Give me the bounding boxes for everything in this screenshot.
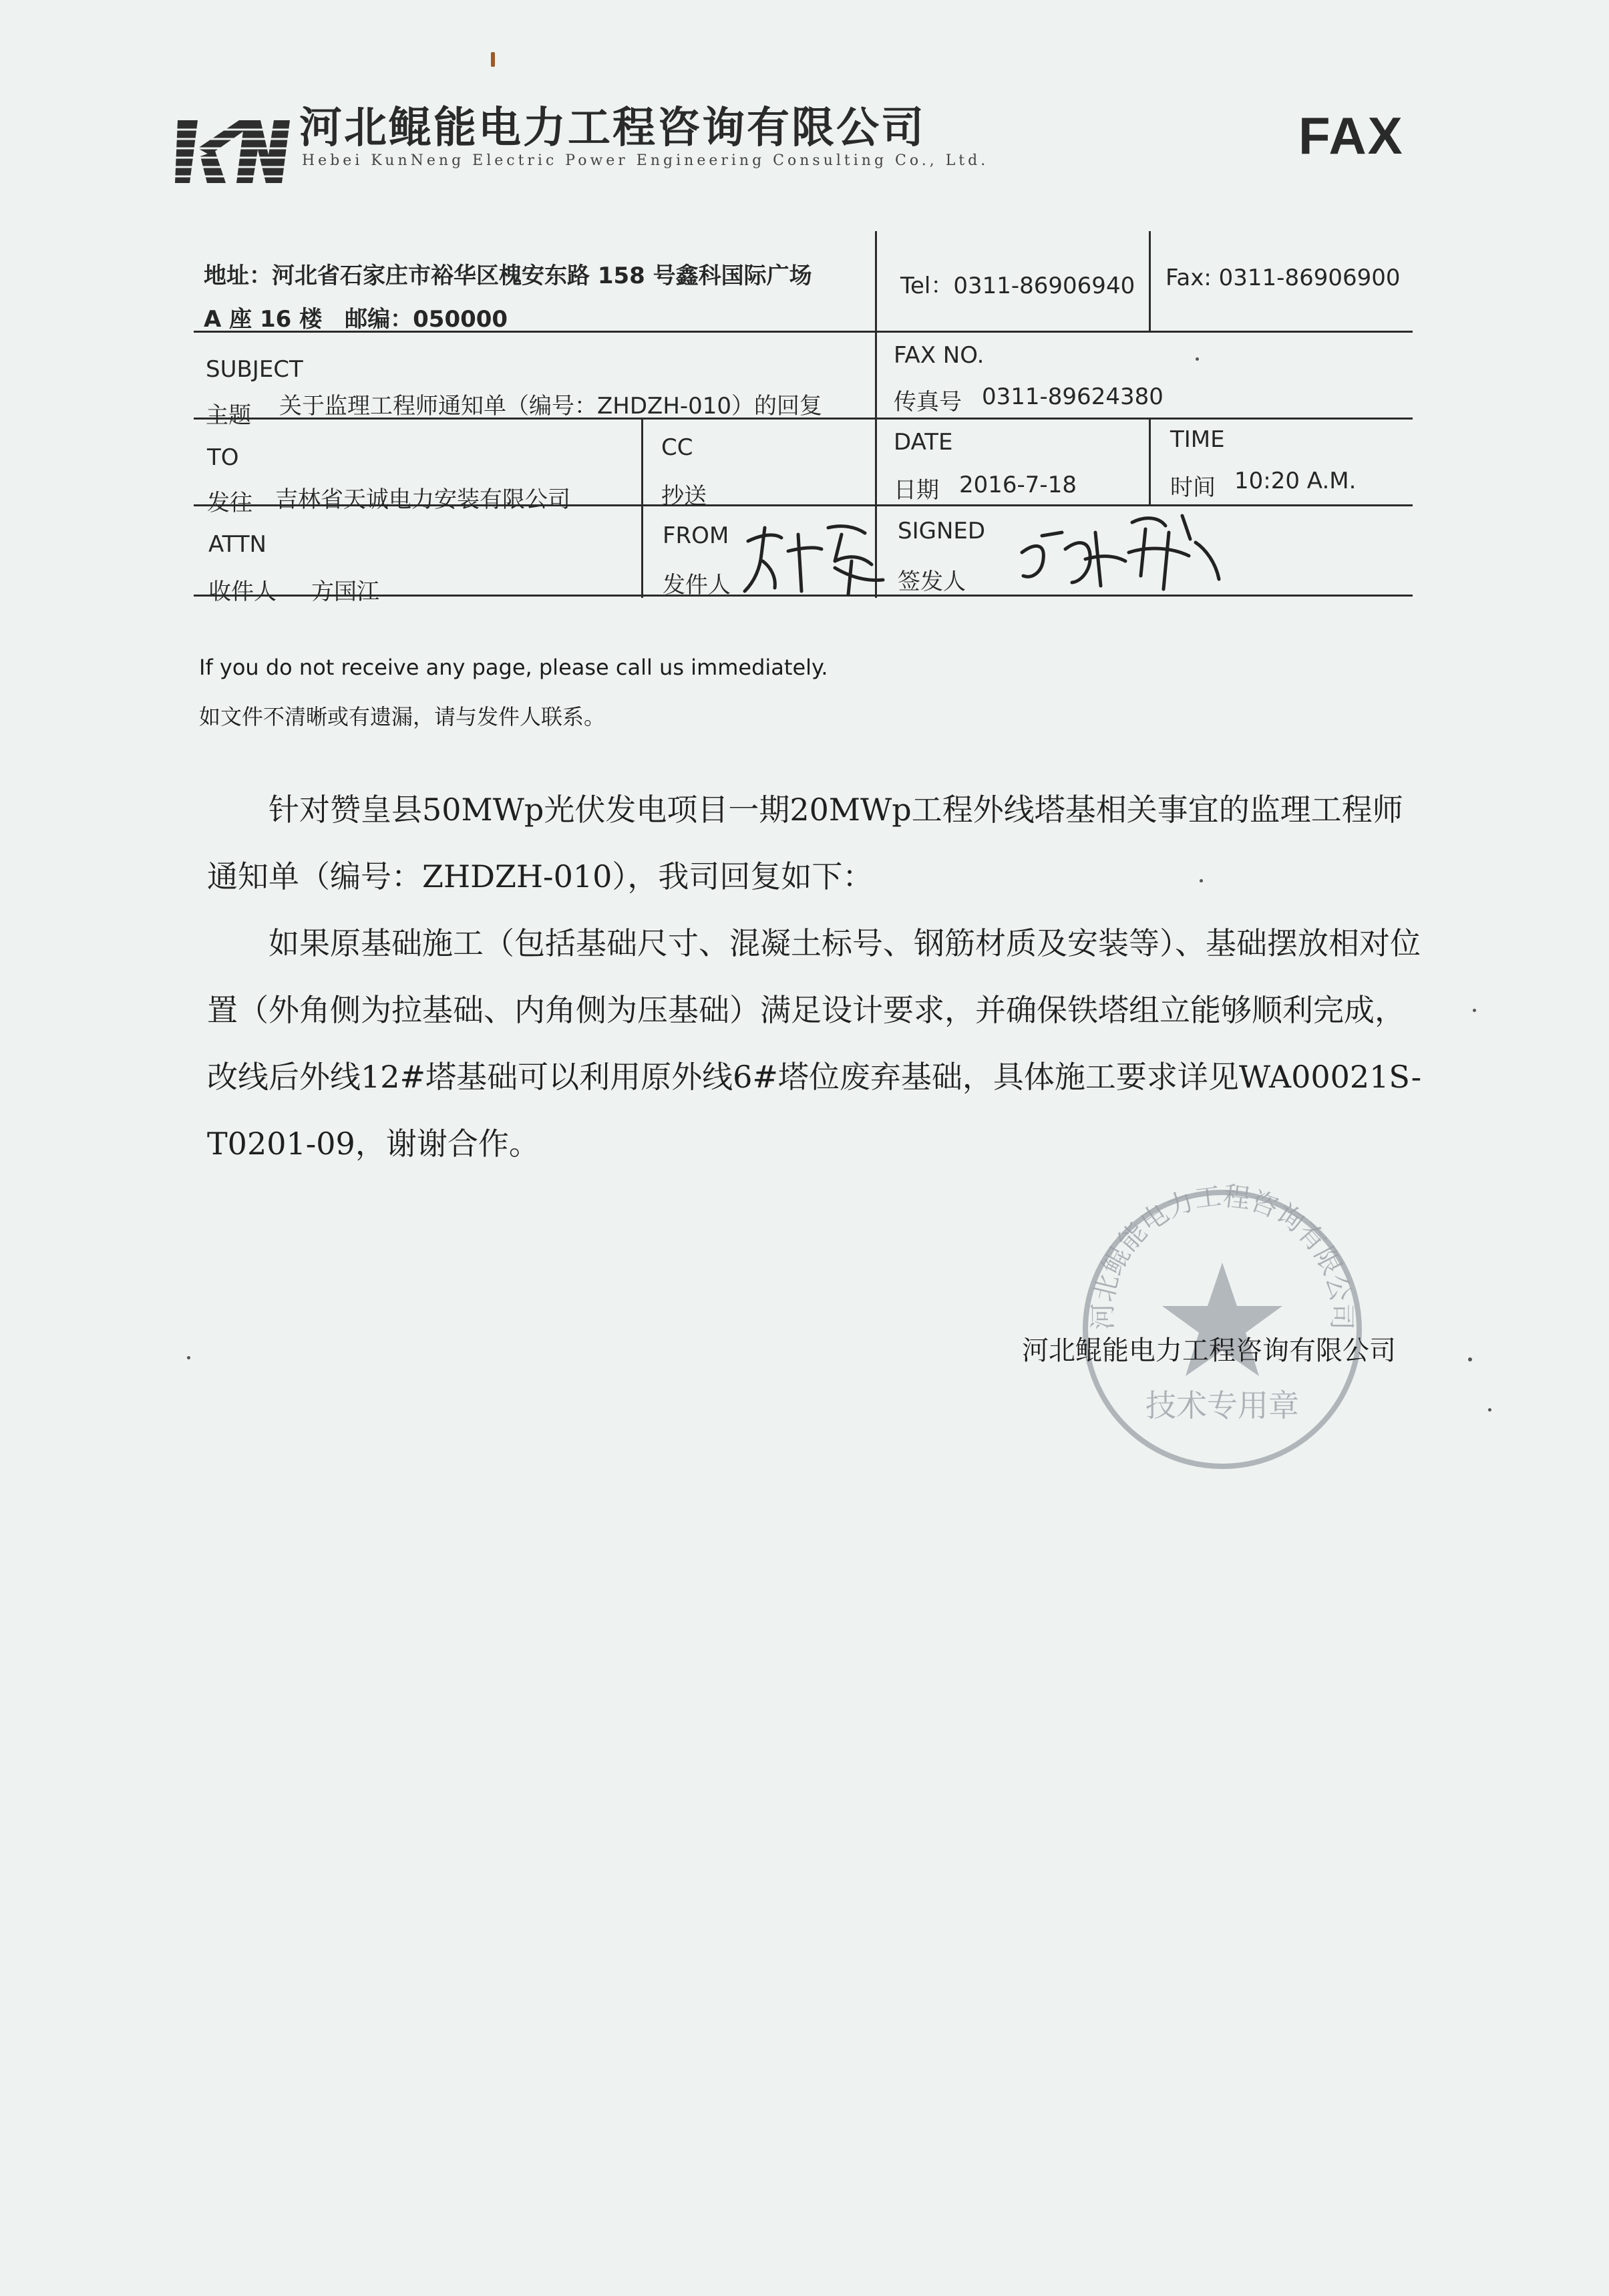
table-divider [875,231,877,331]
date-label-cn: 日期 [894,477,939,504]
from-signature [735,514,888,601]
scan-speck [1488,1408,1491,1412]
to-label-cn: 发往 [207,490,252,516]
date-label-en: DATE [894,429,953,456]
date-value: 2016-7-18 [959,472,1077,498]
svg-text:河北鲲能电力工程咨询有限公司: 河北鲲能电力工程咨询有限公司 [1087,1180,1357,1330]
notice-en: If you do not receive any page, please call us immediately. [199,655,828,680]
company-logo [175,115,290,188]
scan-speck [1196,357,1199,361]
scan-speck [1468,1357,1472,1361]
subject-label-cn: 主题 [206,402,251,429]
signed-signature [1015,502,1229,596]
address-line-1: 地址：河北省石家庄市裕华区槐安东路 158 号鑫科国际广场 [204,263,812,289]
notice-cn: 如文件不清晰或有遗漏，请与发件人联系。 [199,704,606,729]
from-label-cn: 发件人 [663,572,731,599]
attn-label-en: ATTN [208,531,266,558]
scan-speck [1200,879,1203,882]
time-label-cn: 时间 [1170,474,1216,501]
attn-value: 方国江 [311,579,379,605]
subject-value: 关于监理工程师通知单（编号：ZHDZH-010）的回复 [279,393,823,420]
table-divider [641,418,643,598]
to-label-en: TO [207,444,239,471]
faxno-label-en: FAX NO. [894,342,985,369]
svg-text:技术专用章: 技术专用章 [1145,1387,1299,1424]
from-label-en: FROM [663,522,729,549]
company-name-en: Hebei KunNeng Electric Power Engineering Consulting Co., Ltd. [302,152,989,169]
fax-number: Fax: 0311-86906900 [1166,265,1401,291]
cc-label-cn: 抄送 [661,483,707,510]
scan-speck [1473,1009,1476,1012]
tel-number: Tel：0311-86906940 [900,273,1135,299]
time-label-en: TIME [1170,426,1225,453]
body-paragraph-2: 如果原基础施工（包括基础尺寸、混凝土标号、钢筋材质及安装等）、基础摆放相对位置（外角侧为拉基础、内角侧为压基础）满足设计要求，并确保铁塔组立能够顺利完成，改线后外线12#塔基础可以利用原外线6#塔位废弃基础，具体施工要求详见WA00021S-T0201-09，谢谢合作。 [207,925,1422,1162]
to-value: 吉林省天诚电力安装有限公司 [275,486,570,513]
company-name-cn: 河北鲲能电力工程咨询有限公司 [299,104,926,153]
subject-label-en: SUBJECT [206,356,303,383]
table-divider [1149,231,1151,331]
doc-type-title: FAX [1298,106,1404,165]
faxno-value: 0311-89624380 [982,383,1164,410]
scan-speck [187,1356,190,1359]
body-paragraph-1: 针对赞皇县50MWp光伏发电项目一期20MWp工程外线塔基相关事宜的监理工程师通知单（编号：ZHDZH-010），我司回复如下： [207,792,1403,894]
signed-label-cn: 签发人 [898,568,966,595]
signature-company: 河北鲲能电力工程咨询有限公司 [1022,1335,1396,1366]
address-line-2: A 座 16 楼 邮编：050000 [204,306,508,333]
scan-speck [491,52,495,67]
signed-label-en: SIGNED [898,518,986,544]
table-divider [1149,418,1151,504]
faxno-label-cn: 传真号 [894,389,962,416]
attn-label-cn: 收件人 [208,579,277,605]
cc-label-en: CC [661,434,693,461]
time-value: 10:20 A.M. [1234,468,1357,494]
